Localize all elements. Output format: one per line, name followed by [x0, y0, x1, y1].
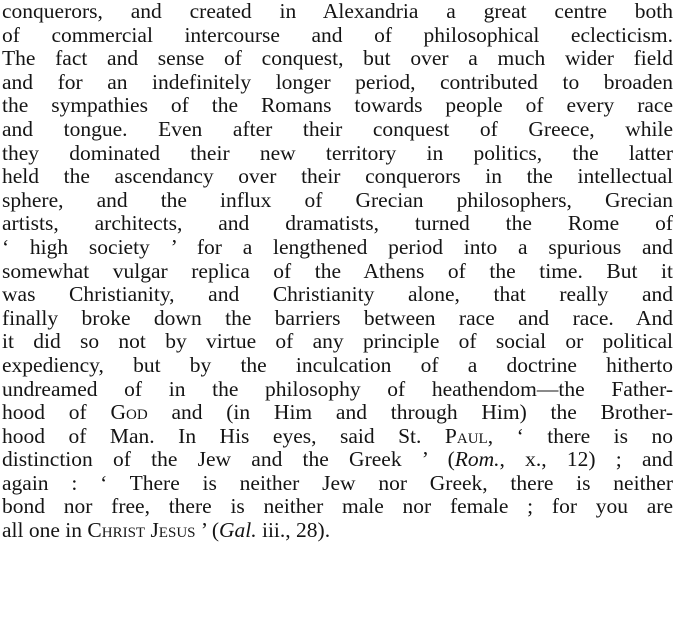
text-segment: held the ascendancy over their conquerors in the intellectual	[2, 165, 673, 189]
text-segment: , x., 12) ; and	[499, 448, 673, 472]
text-line	[2, 425, 673, 449]
text-segment: expediency, but by the inculcation of a doctrine hitherto	[2, 353, 673, 377]
small-caps-text: God	[110, 401, 148, 425]
text-line	[2, 71, 673, 95]
text-line	[2, 401, 673, 425]
text-segment: all one in	[2, 519, 88, 543]
italic-citation: Gal.	[218, 519, 257, 543]
italic-citation: Rom.	[454, 448, 500, 472]
text-line	[2, 283, 673, 307]
text-line	[2, 330, 673, 354]
text-segment: hood of	[2, 401, 111, 425]
text-segment: conquerors, and created in Alexandria a great centre both	[2, 0, 673, 23]
text-segment: sphere, and the influx of Grecian philosophers, Grecian	[2, 188, 673, 212]
text-segment: somewhat vulgar replica of the Athens of the time. But it	[2, 259, 673, 283]
small-caps-text: Christ Jesus	[87, 519, 196, 543]
text-line	[2, 519, 673, 543]
text-segment: undreamed of in the philosophy of heathendom—the Father-	[2, 377, 673, 401]
text-line	[2, 47, 673, 71]
text-segment: was Christianity, and Christianity alone, that really and	[2, 283, 673, 307]
text-segment: distinction of the Jew and the Greek ’ (	[2, 448, 455, 472]
body-paragraph	[2, 0, 673, 543]
text-line	[2, 189, 673, 213]
text-line	[2, 212, 673, 236]
text-line	[2, 260, 673, 284]
text-segment: of commercial intercourse and of philosophical eclecticism.	[2, 23, 673, 47]
text-segment: artists, architects, and dramatists, turned the Rome of	[2, 212, 673, 236]
text-line	[2, 118, 673, 142]
text-segment: finally broke down the barriers between race and race. And	[2, 306, 673, 330]
text-line	[2, 448, 673, 472]
text-segment: , ‘ there is no	[487, 424, 673, 448]
text-segment: bond nor free, there is neither male nor female ; for you are	[2, 495, 673, 519]
text-line	[2, 142, 673, 166]
text-segment: the sympathies of the Romans towards people of every race	[2, 94, 673, 118]
text-segment: and tongue. Even after their conquest of Greece, while	[2, 117, 673, 141]
text-segment: iii., 28).	[256, 519, 331, 543]
text-segment: they dominated their new territory in politics, the latter	[2, 141, 673, 165]
text-line	[2, 165, 673, 189]
text-segment: and for an indefinitely longer period, contributed to broaden	[2, 70, 673, 94]
text-line	[2, 495, 673, 519]
text-segment: The fact and sense of conquest, but over a much wider field	[2, 47, 673, 71]
text-line	[2, 94, 673, 118]
text-line	[2, 378, 673, 402]
text-line	[2, 0, 673, 24]
text-segment: again : ‘ There is neither Jew nor Greek, there is neither	[2, 471, 673, 495]
text-line	[2, 24, 673, 48]
small-caps-text: Paul	[444, 424, 488, 448]
text-line	[2, 236, 673, 260]
text-segment: ‘ high society ’ for a lengthened period into a spurious and	[2, 235, 673, 259]
text-line	[2, 354, 673, 378]
text-segment: and (in Him and through Him) the Brother-	[147, 401, 673, 425]
text-line	[2, 472, 673, 496]
text-segment: ’ (	[195, 519, 219, 543]
text-segment: hood of Man. In His eyes, said St.	[2, 424, 445, 448]
text-segment: it did so not by virtue of any principle of social or political	[2, 330, 673, 354]
text-line	[2, 307, 673, 331]
